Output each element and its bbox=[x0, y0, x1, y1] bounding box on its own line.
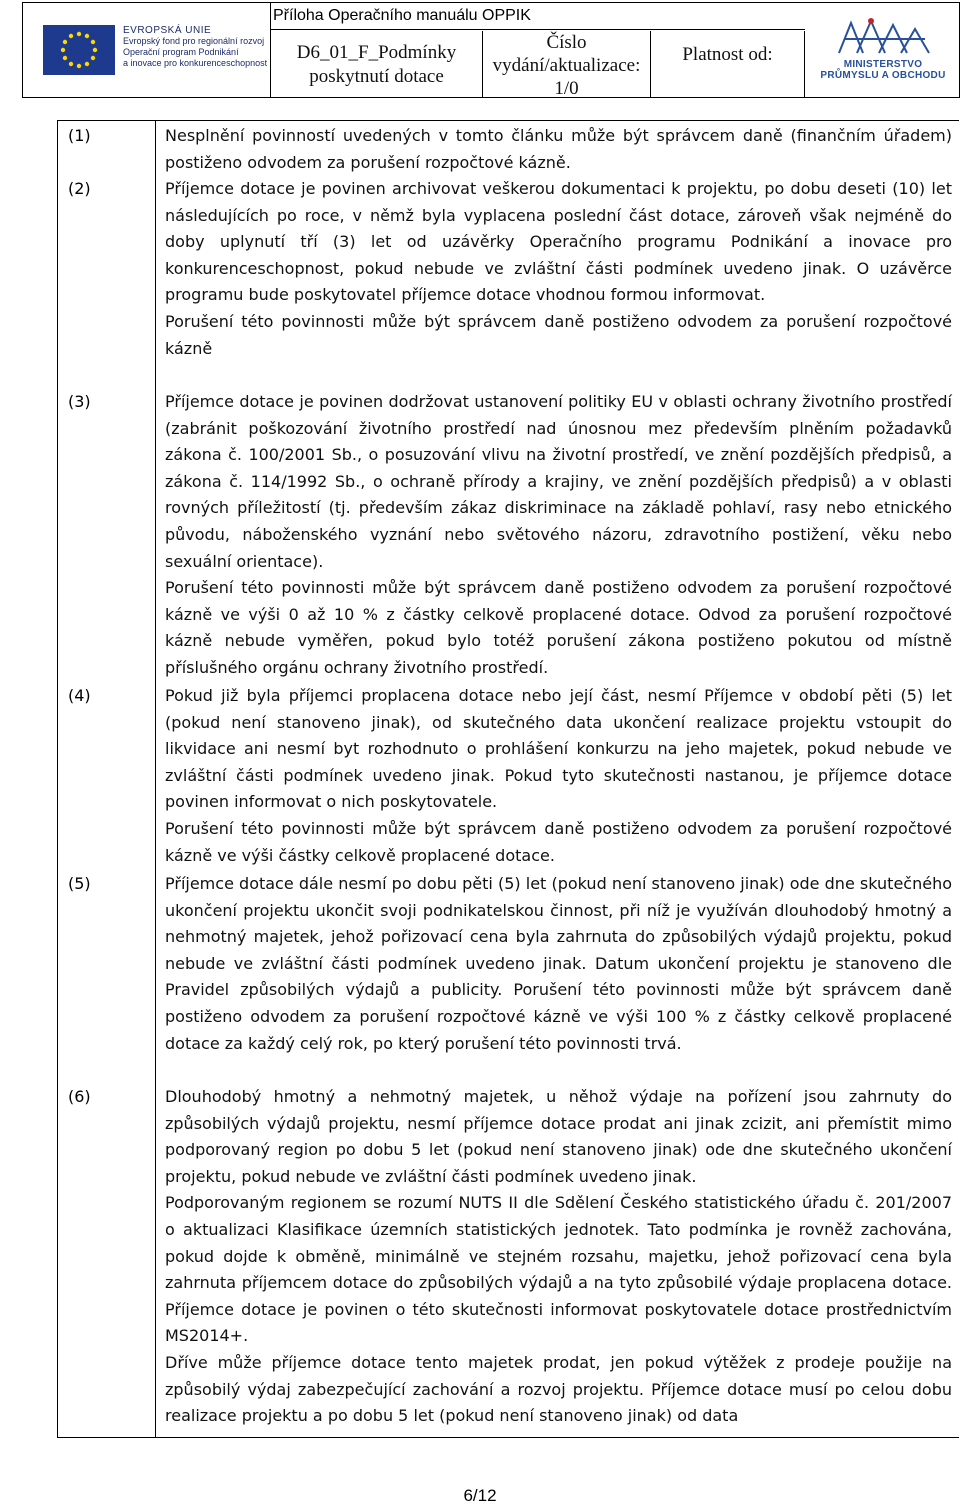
valid-from-cell bbox=[651, 31, 805, 97]
eu-logo-line3: Operační program Podnikání bbox=[123, 47, 239, 57]
item-text bbox=[165, 389, 952, 682]
eu-logo-line2: Evropský fond pro regionální rozvoj bbox=[123, 36, 265, 46]
mpo-logo-line1: MINISTERSTVO bbox=[843, 59, 923, 70]
eu-logo bbox=[23, 3, 271, 97]
mpo-logo-text bbox=[813, 59, 953, 81]
item-text bbox=[165, 176, 952, 362]
item-text bbox=[165, 871, 952, 1057]
item-paragraph: Porušení této povinnosti může být správcem daně postiženo odvodem za porušení rozpočtové kázně ve výši částky celkově proplacené dotace. bbox=[165, 818, 952, 865]
mpo-emblem-icon bbox=[831, 17, 935, 57]
item-number: (1) bbox=[68, 126, 91, 145]
item-text bbox=[165, 1084, 952, 1430]
item-paragraph: Porušení této povinnosti může být správcem daně postiženo odvodem za porušení rozpočtové kázně ve výši 0 až 10 % z částky celkově proplacené dotace. Odvod za porušení rozpočtové kázně nebude vyměřen, pokud bylo totéž porušení zákona postiženo pokutou od místně příslušného orgánu ochrany životního prostředí. bbox=[165, 578, 952, 677]
document-header bbox=[22, 2, 960, 98]
version-label-line2: vydání/aktualizace: bbox=[492, 55, 641, 76]
item-paragraph: Nesplnění povinností uvedených v tomto článku může být správcem daně (finančním úřadem) postiženo odvodem za porušení rozpočtové kázně. bbox=[165, 126, 952, 172]
eu-logo-line4: a inovace pro konkurenceschopnost bbox=[123, 58, 268, 68]
doc-code-line2: poskytnutí dotace bbox=[309, 66, 444, 87]
item-paragraph: Příjemce dotace dále nesmí po dobu pěti (5) let (pokud není stanoveno jinak) ode dne skutečného ukončení projektu ukončit svoji podnikatelskou činnost, při níž je využíván dlouhodobý hmotný a nehmotný majetek, jehož pořizovací cena byla zahrnuta do způsobilých výdajů projektu, pokud nebude ve zvláštní části podmínek uvedeno jinak. Datum ukončení projektu je stanoveno dle Pravidel způsobilých výdajů a publicity. Porušení této povinnosti může být správcem daně postiženo odvodem za porušení rozpočtové kázně ve výši 100 % z částky celkově proplacené dotace za každý celý rok, po který porušení této povinnosti trvá. bbox=[165, 874, 952, 1053]
item-number: (5) bbox=[68, 874, 91, 893]
annex-title: Příloha Operačního manuálu OPPIK bbox=[273, 7, 531, 24]
mpo-logo bbox=[805, 3, 960, 97]
item-paragraph: Dříve může příjemce dotace tento majetek prodat, jen pokud výtěžek z prodeje použije na způsobilý výdaj zabezpečující zachování a rozvoj projektu. Příjemce dotace musí po celou dobu realizace projektu a po dobu 5 let (pokud není stanoveno jinak) od data bbox=[165, 1352, 952, 1426]
version-cell bbox=[483, 31, 651, 97]
item-paragraph: Příjemce dotace je povinen dodržovat ustanovení politiky EU v oblasti ochrany životního prostředí (zabránit poškozování životního prostředí nad únosnou mez především plněním požadavků zákona č. 100/2001 Sb., o posuzování vlivu na životní prostředí, ve znění pozdějších předpisů, a zákona č. 114/1992 Sb., o ochraně přírody a krajiny, ve znění pozdějších předpisů) a v oblasti rovných příležitostí (tj. především zákaz diskriminace na základě pohlaví, rasy nebo etnického původu, náboženského vyznání nebo světového názoru, zdravotního postižení, věku nebo sexuální orientace). bbox=[165, 392, 952, 571]
eu-logo-text bbox=[123, 25, 273, 69]
item-paragraph: Porušení této povinnosti může být správcem daně postiženo odvodem za porušení rozpočtové kázně bbox=[165, 311, 952, 358]
column-divider bbox=[155, 121, 156, 1437]
version-label-line1: Číslo bbox=[546, 32, 587, 53]
item-number: (4) bbox=[68, 686, 91, 705]
eu-flag-icon bbox=[43, 25, 115, 75]
item-number: (3) bbox=[68, 392, 91, 411]
page-number: 6/12 bbox=[463, 1486, 497, 1505]
eu-logo-line1: EVROPSKÁ UNIE bbox=[123, 25, 212, 36]
item-paragraph: Dlouhodobý hmotný a nehmotný majetek, u něhož výdaje na pořízení jsou zahrnuty do způsobilých výdajů projektu, nesmí příjemce dotace prodat ani jinak zcizit, ani přemístit mimo podporovaný region po dobu 5 let (pokud není stanoveno jinak) ode dne skutečného ukončení projektu, pokud nebude ve zvláštní části podmínek uvedeno jinak. bbox=[165, 1087, 952, 1186]
valid-from-label: Platnost od: bbox=[682, 44, 773, 65]
item-paragraph: Příjemce dotace je povinen archivovat veškerou dokumentaci k projektu, po dobu deseti (10) let následujících po roce, v němž byla vyplacena poslední část dotace, zároveň však nejméně do doby uplynutí tří (3) let od uzávěrky Operačního programu Podnikání a inovace pro konkurenceschopnost, pokud nebude ve zvláštní části podmínek uvedeno jinak. O uzávěrce programu bude poskytovatel příjemce dotace vhodnou formou informovat. bbox=[165, 179, 952, 305]
doc-code-cell bbox=[271, 31, 483, 97]
item-number: (6) bbox=[68, 1087, 91, 1106]
item-paragraph: Podporovaným regionem se rozumí NUTS II dle Sdělení Českého statistického úřadu č. 201/2007 o aktualizaci Klasifikace územních statistických jednotek. Tato podmínka je rovněž zachována, pokud dojde k obměně, minimálně ve stejném rozsahu, majetku, jehož pořizovací cena byla zahrnuta příjemcem dotace do způsobilých výdajů a na tyto způsobilé výdaje proplacena dotace. Příjemce dotace je povinen o této skutečnosti informovat poskytovatele dotace prostřednictvím MS2014+. bbox=[165, 1193, 952, 1346]
conditions-table bbox=[57, 120, 959, 1438]
doc-code-line1: D6_01_F_Podmínky bbox=[296, 42, 457, 63]
mpo-logo-line2: PRŮMYSLU A OBCHODU bbox=[820, 70, 946, 81]
item-number: (2) bbox=[68, 179, 91, 198]
version-value: 1/0 bbox=[554, 78, 579, 99]
item-text bbox=[165, 123, 952, 176]
item-paragraph: Pokud již byla příjemci proplacena dotace nebo její část, nesmí Příjemce v období pěti (5) let (pokud není stanoveno jinak), od skutečného data ukončení realizace projektu vstoupit do likvidace ani nesmí byt rozhodnuto o prohlášení konkurzu na jeho majetek, pokud nebude ve zvláštní části podmínek uvedeno jinak. Pokud tyto skutečnosti nastanou, je příjemce dotace povinen informovat o nich poskytovatele. bbox=[165, 686, 952, 812]
header-divider bbox=[271, 29, 805, 30]
item-text bbox=[165, 683, 952, 869]
